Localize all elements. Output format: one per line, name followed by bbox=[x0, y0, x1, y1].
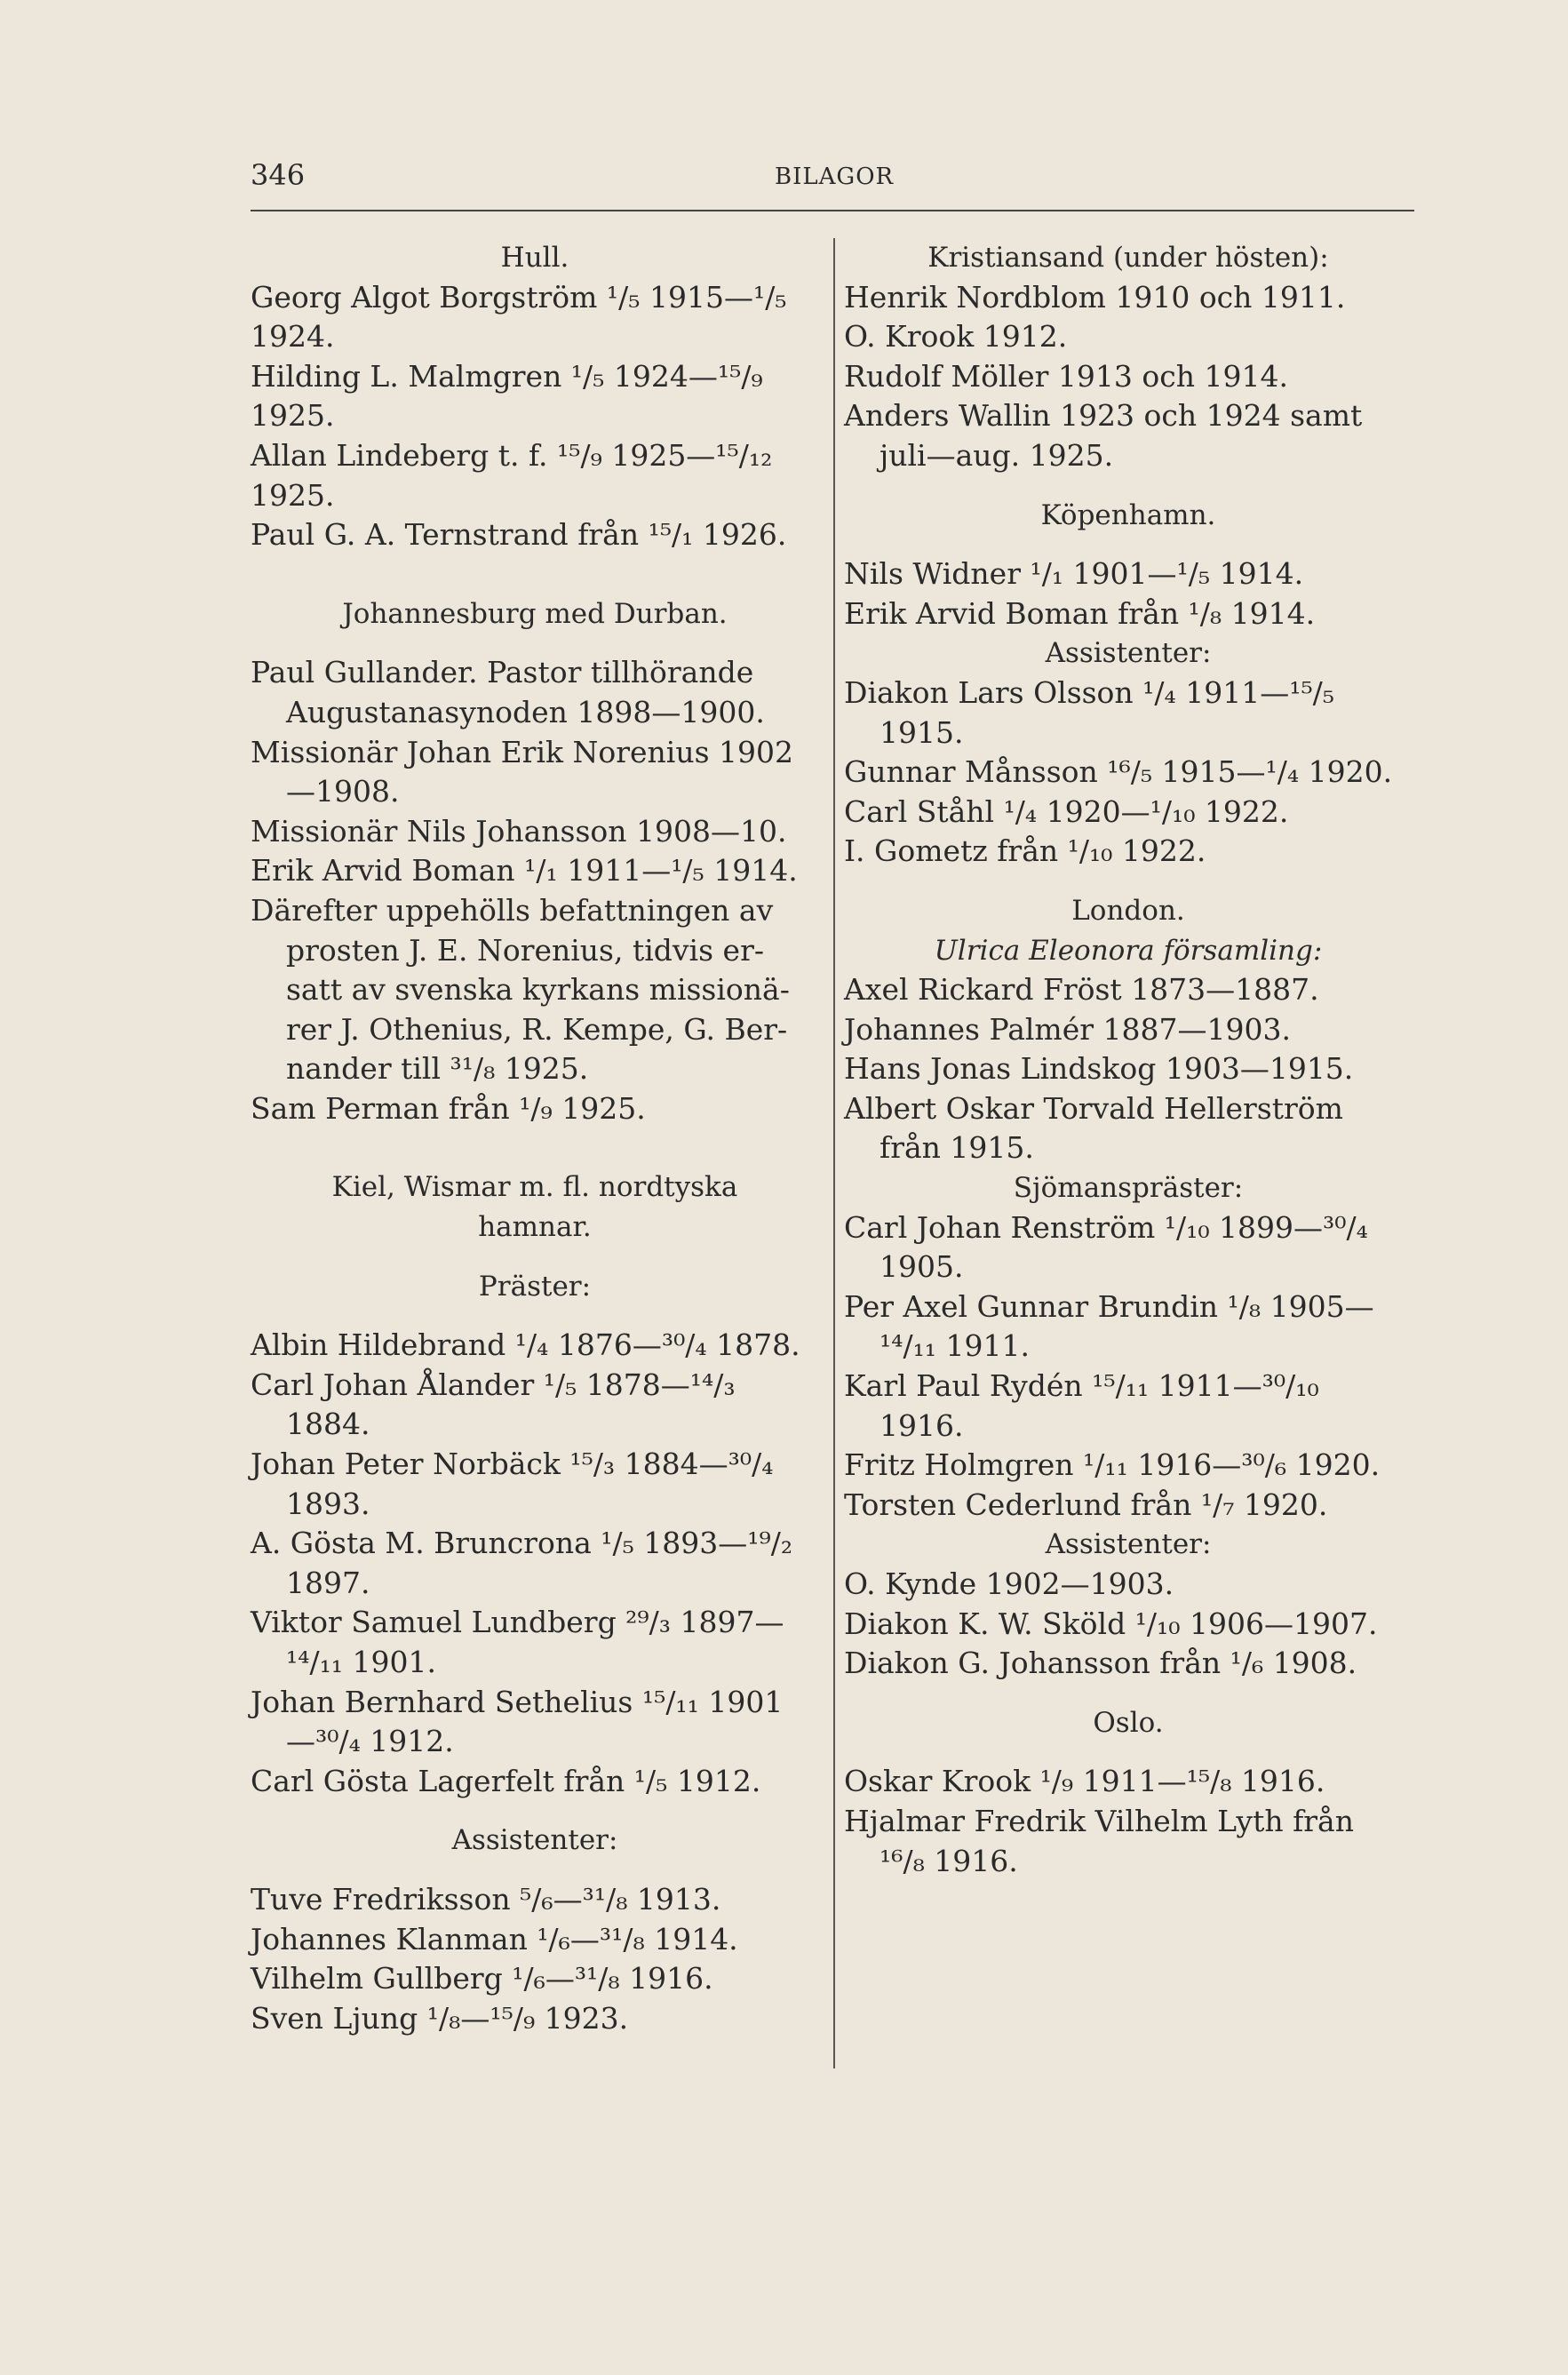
section-heading: Kristiansand (under hösten): bbox=[927, 242, 1329, 274]
entry-line: Tuve Fredriksson ⁵/₆—³¹/₈ 1913. bbox=[251, 1881, 721, 1917]
entry-line: Diakon Lars Olsson ¹/₄ 1911—¹⁵/₅ bbox=[844, 674, 1335, 710]
entry-line: Carl Johan Renström ¹/₁₀ 1899—³⁰/₄ bbox=[844, 1209, 1368, 1245]
section-heading: London. bbox=[1071, 894, 1185, 927]
entry-line: Diakon K. W. Sköld ¹/₁₀ 1906—1907. bbox=[844, 1606, 1378, 1641]
entry-line: 1884. bbox=[286, 1407, 370, 1442]
entry-line: Henrik Nordblom 1910 och 1911. bbox=[844, 279, 1346, 315]
entry-line: ¹⁴/₁₁ 1901. bbox=[286, 1645, 436, 1679]
entry-line: Carl Ståhl ¹/₄ 1920—¹/₁₀ 1922. bbox=[844, 793, 1289, 829]
entry-line: O. Kynde 1902—1903. bbox=[844, 1566, 1174, 1601]
section-heading: Kiel, Wismar m. fl. nordtyska bbox=[331, 1171, 738, 1204]
section-heading: Oslo. bbox=[1093, 1706, 1164, 1739]
entry-line: Johan Peter Norbäck ¹⁵/₃ 1884—³⁰/₄ bbox=[251, 1447, 774, 1482]
entry-line: 1897. bbox=[286, 1565, 370, 1600]
entry-line: Missionär Nils Johansson 1908—10. bbox=[251, 813, 787, 849]
entry-line: Anders Wallin 1923 och 1924 samt bbox=[844, 398, 1363, 434]
spacer bbox=[251, 555, 819, 594]
entry-line: Paul Gullander. Pastor tillhörande bbox=[251, 655, 754, 690]
entry-line: ¹⁶/₈ 1916. bbox=[880, 1843, 1018, 1878]
entry-line: Sam Perman från ¹/₉ 1925. bbox=[251, 1090, 646, 1126]
spacer bbox=[251, 1128, 819, 1168]
spacer bbox=[844, 535, 1413, 554]
entry-line: Carl Johan Ålander ¹/₅ 1878—¹⁴/₃ bbox=[251, 1367, 736, 1402]
section-heading: Ulrica Eleonora församling: bbox=[934, 934, 1323, 967]
entry-line: Allan Lindeberg t. f. ¹⁵/₉ 1925—¹⁵/₁₂ bbox=[251, 437, 773, 473]
section-heading: Assistenter: bbox=[451, 1824, 618, 1857]
spacer bbox=[251, 1247, 819, 1267]
entry-line: 1905. bbox=[880, 1249, 964, 1285]
entry-line: I. Gometz från ¹/₁₀ 1922. bbox=[844, 833, 1206, 869]
entry-line: rer J. Othenius, R. Kempe, G. Ber- bbox=[286, 1011, 788, 1047]
entry-line: Per Axel Gunnar Brundin ¹/₈ 1905— bbox=[844, 1288, 1374, 1324]
entry-line: Johannes Klanman ¹/₆—³¹/₈ 1914. bbox=[251, 1921, 738, 1957]
entry-line: 1893. bbox=[286, 1486, 370, 1521]
entry-line: från 1915. bbox=[880, 1130, 1034, 1166]
entry-line: prosten J. E. Norenius, tidvis er- bbox=[286, 932, 764, 968]
entry-line: Fritz Holmgren ¹/₁₁ 1916—³⁰/₆ 1920. bbox=[844, 1447, 1381, 1483]
entry-line: Axel Rickard Fröst 1873—1887. bbox=[844, 972, 1319, 1008]
entry-line: Hjalmar Fredrik Vilhelm Lyth från bbox=[844, 1803, 1354, 1838]
page-header bbox=[251, 151, 1414, 215]
entry-line: Erik Arvid Boman ¹/₁ 1911—¹/₅ 1914. bbox=[251, 853, 798, 889]
entry-line: satt av svenska kyrkans missionä- bbox=[286, 972, 790, 1008]
section-heading: Sjömanspräster: bbox=[1013, 1172, 1244, 1205]
entry-line: ¹⁴/₁₁ 1911. bbox=[880, 1328, 1030, 1364]
entry-line: Albert Oskar Torvald Hellerström bbox=[844, 1090, 1343, 1126]
entry-line: 1916. bbox=[880, 1407, 964, 1443]
entry-line: Hilding L. Malmgren ¹/₅ 1924—¹⁵/₉ bbox=[251, 358, 763, 394]
entry-line: O. Krook 1912. bbox=[844, 319, 1068, 355]
left-column bbox=[251, 238, 819, 2038]
entry-line: Hans Jonas Lindskog 1903—1915. bbox=[844, 1051, 1354, 1087]
column-divider bbox=[833, 238, 835, 2068]
spacer bbox=[844, 872, 1413, 891]
section-heading: Hull. bbox=[500, 242, 569, 274]
header-rule bbox=[251, 210, 1414, 211]
section-heading: hamnar. bbox=[478, 1211, 592, 1244]
entry-line: —³⁰/₄ 1912. bbox=[286, 1724, 454, 1759]
running-head: BILAGOR bbox=[775, 163, 895, 190]
entry-line: Johan Bernhard Sethelius ¹⁵/₁₁ 1901 bbox=[251, 1684, 784, 1719]
entry-line: Albin Hildebrand ¹/₄ 1876—³⁰/₄ 1878. bbox=[251, 1327, 800, 1363]
entry-line: Missionär Johan Erik Norenius 1902 bbox=[251, 734, 794, 769]
entry-line: Sven Ljung ¹/₈—¹⁵/₉ 1923. bbox=[251, 2000, 629, 2036]
entry-line: Rudolf Möller 1913 och 1914. bbox=[844, 358, 1288, 394]
entry-line: Gunnar Månsson ¹⁶/₅ 1915—¹/₄ 1920. bbox=[844, 754, 1393, 790]
spacer bbox=[251, 1861, 819, 1880]
entry-line: A. Gösta M. Bruncrona ¹/₅ 1893—¹⁹/₂ bbox=[251, 1526, 793, 1561]
spacer bbox=[844, 1684, 1413, 1703]
section-heading: Assistenter: bbox=[1045, 1528, 1212, 1561]
section-heading: Präster: bbox=[478, 1270, 592, 1303]
entry-line: 1924. bbox=[251, 319, 335, 355]
entry-line: Johannes Palmér 1887—1903. bbox=[844, 1011, 1291, 1047]
entry-line: Därefter uppehölls befattningen av bbox=[251, 892, 774, 928]
entry-line: —1908. bbox=[286, 774, 400, 809]
entry-line: Nils Widner ¹/₁ 1901—¹/₅ 1914. bbox=[844, 556, 1304, 592]
section-heading: Köpenhamn. bbox=[1040, 498, 1216, 531]
spacer bbox=[251, 634, 819, 653]
entry-line: Oskar Krook ¹/₉ 1911—¹⁵/₈ 1916. bbox=[844, 1764, 1325, 1799]
entry-line: Viktor Samuel Lundberg ²⁹/₃ 1897— bbox=[251, 1605, 784, 1640]
entry-line: Erik Arvid Boman från ¹/₈ 1914. bbox=[844, 595, 1316, 631]
entry-line: juli—aug. 1925. bbox=[880, 437, 1114, 473]
entry-line: Karl Paul Rydén ¹⁵/₁₁ 1911—³⁰/₁₀ bbox=[844, 1368, 1319, 1404]
entry-line: 1925. bbox=[251, 477, 335, 513]
spacer bbox=[844, 476, 1413, 496]
entry-line: Torsten Cederlund från ¹/₇ 1920. bbox=[844, 1486, 1328, 1522]
page-number: 346 bbox=[251, 158, 306, 192]
entry-line: nander till ³¹/₈ 1925. bbox=[286, 1051, 589, 1087]
entry-line: Georg Algot Borgström ¹/₅ 1915—¹/₅ bbox=[251, 279, 787, 315]
entry-line: Augustanasynoden 1898—1900. bbox=[286, 694, 765, 729]
section-heading: Assistenter: bbox=[1045, 637, 1212, 670]
spacer bbox=[251, 1801, 819, 1821]
entry-line: 1915. bbox=[880, 714, 964, 750]
section-heading: Johannesburg med Durban. bbox=[342, 597, 728, 630]
right-column bbox=[844, 238, 1413, 1881]
entry-line: 1925. bbox=[251, 398, 335, 434]
entry-line: Carl Gösta Lagerfelt från ¹/₅ 1912. bbox=[251, 1763, 761, 1798]
spacer bbox=[251, 1306, 819, 1326]
entry-line: Paul G. A. Ternstrand från ¹⁵/₁ 1926. bbox=[251, 517, 787, 553]
spacer bbox=[844, 1742, 1413, 1762]
entry-line: Vilhelm Gullberg ¹/₆—³¹/₈ 1916. bbox=[251, 1961, 713, 1996]
entry-line: Diakon G. Johansson från ¹/₆ 1908. bbox=[844, 1646, 1357, 1681]
